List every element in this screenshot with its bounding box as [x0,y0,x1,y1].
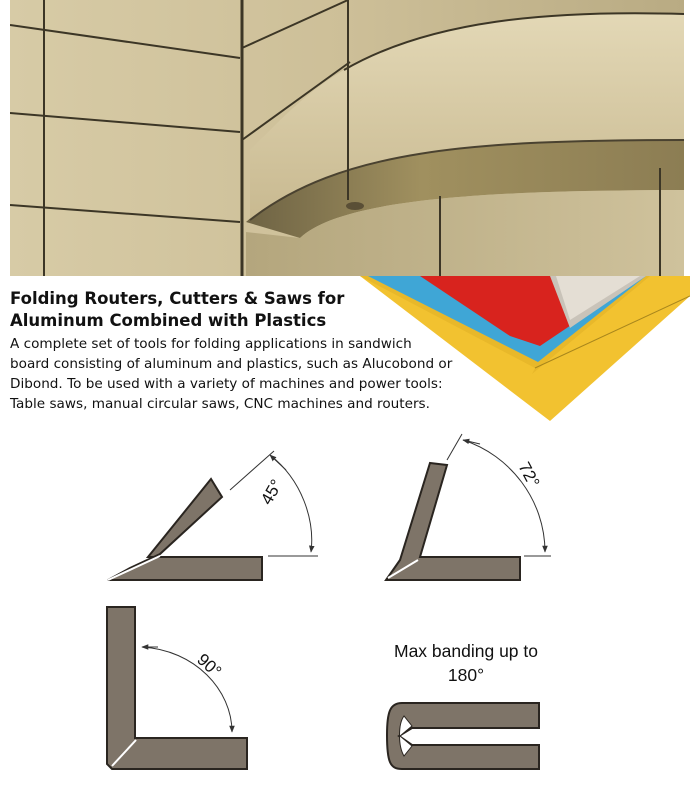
heading-line-2: Aluminum Combined with Plastics [10,311,327,330]
diagram-72-degree [386,434,551,580]
description-line-4: Table saws, manual circular saws, CNC machines and routers. [10,396,430,412]
angle-label-45: 45° [257,476,287,508]
facade-photo [10,0,684,276]
heading-line-1: Folding Routers, Cutters & Saws for [10,289,345,308]
angle-label-90: 90° [193,649,226,682]
max-banding-line-2: 180° [447,665,485,685]
max-banding-line-1: Max banding up to [394,641,538,661]
diagram-180-degree [387,641,539,769]
description-line-1: A complete set of tools for folding applications in sandwich [10,336,412,352]
description-line-3: Dibond. To be used with a variety of machines and power tools: [10,376,443,392]
diagram-90-degree [107,607,247,769]
panel-180 [387,703,539,769]
angle-label-72: 72° [514,458,544,491]
folding-diagrams [0,420,690,792]
panel-72 [386,463,520,580]
panel-90 [107,607,247,769]
description-line-2: board consisting of aluminum and plastics, such as Alucobond or [10,356,453,372]
panel-45 [108,479,262,580]
diagram-45-degree [108,451,318,580]
